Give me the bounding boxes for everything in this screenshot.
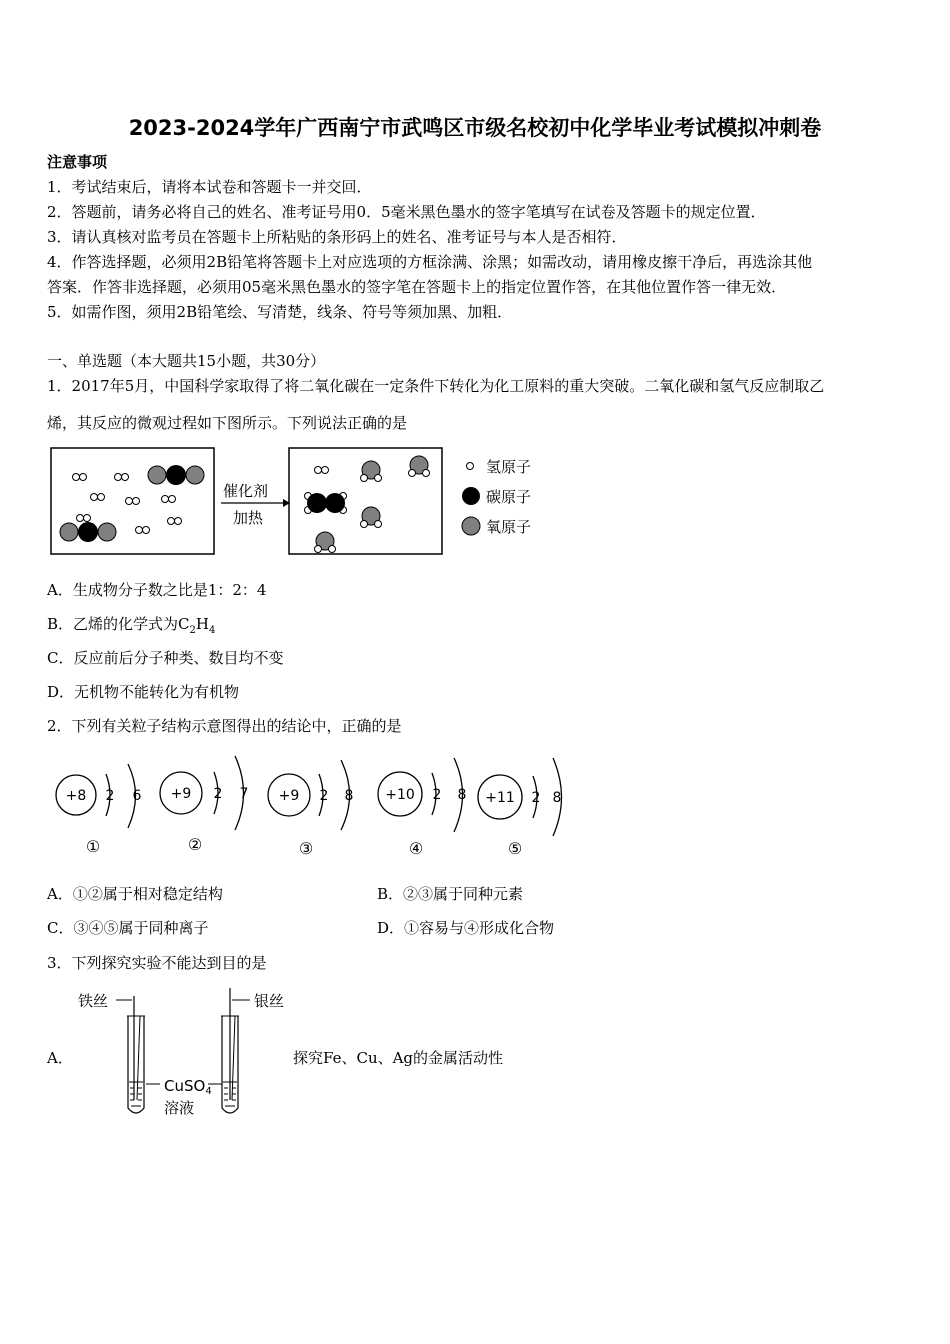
arrow-label-catalyst: 催化剂 <box>223 482 269 500</box>
label-solution: 溶液 <box>164 1099 195 1117</box>
q2-option-b[interactable]: B．②③属于同种元素 <box>377 885 524 903</box>
q1-option-a[interactable]: A．生成物分子数之比是1：2：4 <box>47 581 267 599</box>
shell-electrons: 2 <box>105 788 115 804</box>
q2-option-a[interactable]: A．①②属于相对稳定结构 <box>47 885 223 903</box>
q3-option-a-letter[interactable]: A． <box>47 1049 73 1067</box>
particle-structures <box>48 750 573 865</box>
notice-item: 4．作答选择题，必须用2B铅笔将答题卡上对应选项的方框涂满、涂黑；如需改动，请用橡皮擦干净后，再选涂其他 <box>47 253 813 271</box>
notice-item: 1．考试结束后，请将本试卷和答题卡一并交回． <box>47 178 372 196</box>
shell-electrons: 8 <box>552 790 562 806</box>
q1-option-b[interactable] <box>47 614 215 641</box>
arrow-label-heat: 加热 <box>233 509 264 527</box>
q1-option-b-sub2: 4 <box>208 625 216 636</box>
nucleus-charge: +9 <box>278 788 300 804</box>
legend-hydrogen: 氢原子 <box>486 458 532 476</box>
shell-electrons: 7 <box>239 786 249 802</box>
q1-option-d[interactable]: D．无机物不能转化为有机物 <box>47 683 240 701</box>
q1-option-b-sub1: 2 <box>189 625 196 636</box>
q2-stem: 2．下列有关粒子结构示意图得出的结论中，正确的是 <box>47 717 402 735</box>
particle-label: ④ <box>408 839 424 858</box>
exam-title: 2023-2024学年广西南宁市武鸣区市级名校初中化学毕业考试模拟冲刺卷 <box>128 116 822 140</box>
notice-item: 3．请认真核对监考员在答题卡上所粘贴的条形码上的姓名、准考证号与本人是否相符． <box>47 228 627 246</box>
q1-option-b-mid: H <box>195 615 209 633</box>
shell-electrons: 2 <box>432 787 442 803</box>
nucleus-charge: +9 <box>170 786 192 802</box>
particle-label: ① <box>85 837 101 856</box>
nucleus-charge: +8 <box>65 788 87 804</box>
shell-electrons: 2 <box>213 786 223 802</box>
nucleus-charge: +10 <box>385 787 415 803</box>
q3-option-a-description: 探究Fe、Cu、Ag的金属活动性 <box>293 1049 504 1067</box>
label-solution-formula: CuSO$_4$ <box>164 1077 212 1097</box>
shell-electrons: 8 <box>344 788 354 804</box>
particle-label: ② <box>187 835 203 854</box>
nucleus-charge: +11 <box>485 790 515 806</box>
q2-option-d[interactable]: D．①容易与④形成化合物 <box>377 919 555 937</box>
shell-electrons: 6 <box>132 788 142 804</box>
reaction-diagram <box>45 444 555 559</box>
label-iron-wire: 铁丝 <box>78 992 109 1010</box>
section-heading: 一、单选题（本大题共15小题，共30分） <box>47 352 326 370</box>
notice-item: 5．如需作图，须用2B铅笔绘、写清楚，线条、符号等须加黑、加粗． <box>47 303 513 321</box>
notice-item: 答案．作答非选择题，必须用05毫米黑色墨水的签字笔在答题卡上的指定位置作答，在其他位置作答一律无效． <box>47 278 787 296</box>
shell-electrons: 2 <box>319 788 329 804</box>
q1-stem: 烯，其反应的微观过程如下图所示。下列说法正确的是 <box>47 414 408 432</box>
shell-electrons: 8 <box>457 787 467 803</box>
q2-option-c[interactable]: C．③④⑤属于同种离子 <box>47 919 209 937</box>
notice-item: 2．答题前，请务必将自己的姓名、准考证号用0．5毫米黑色墨水的签字笔填写在试卷及答题卡的规定位置． <box>47 203 766 221</box>
particle-label: ③ <box>298 839 314 858</box>
shell-electrons: 2 <box>531 790 541 806</box>
legend-carbon: 碳原子 <box>486 488 532 506</box>
q3-stem: 3．下列探究实验不能达到目的是 <box>47 954 267 972</box>
q1-option-c[interactable]: C．反应前后分子种类、数目均不变 <box>47 649 284 667</box>
notice-heading: 注意事项 <box>47 153 108 171</box>
label-silver-wire: 银丝 <box>254 992 285 1010</box>
legend-oxygen: 氧原子 <box>486 518 532 536</box>
particle-label: ⑤ <box>507 839 523 858</box>
q1-option-b-prefix: B．乙烯的化学式为C <box>47 615 190 633</box>
q1-stem: 1．2017年5月，中国科学家取得了将二氧化碳在一定条件下转化为化工原料的重大突破。二氧化碳和氢气反应制取乙 <box>47 377 825 395</box>
metal-activity-apparatus <box>72 984 297 1124</box>
